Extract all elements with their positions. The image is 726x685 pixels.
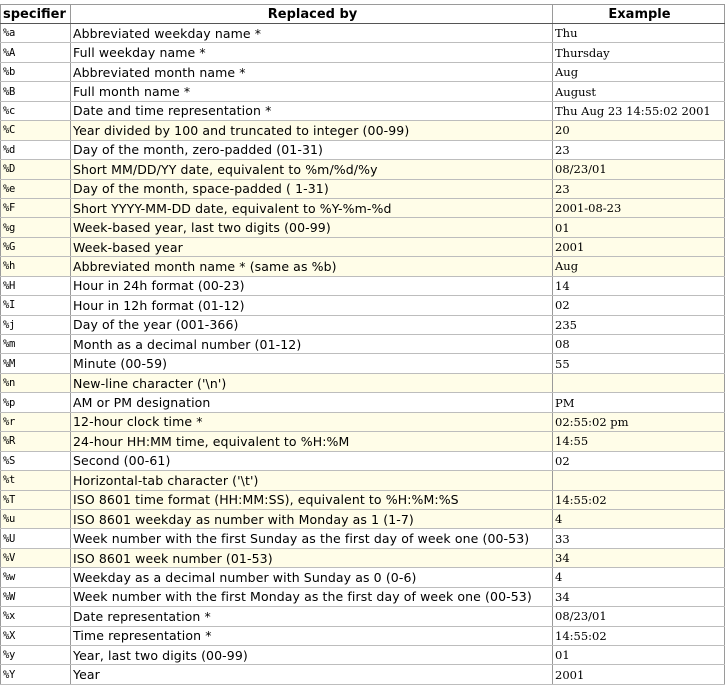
table-row xyxy=(1,646,725,665)
example-cell: 14:55 xyxy=(553,432,725,451)
table-row xyxy=(1,665,725,684)
specifier-cell: %D xyxy=(1,160,71,179)
description-cell: Day of the year (001-366) xyxy=(71,315,553,334)
specifier-cell: %H xyxy=(1,276,71,295)
specifier-cell: %u xyxy=(1,509,71,528)
table-row xyxy=(1,373,725,392)
table-header-row xyxy=(1,5,725,24)
description-cell: AM or PM designation xyxy=(71,393,553,412)
specifier-cell: %h xyxy=(1,257,71,276)
table-row xyxy=(1,354,725,373)
description-cell: Day of the month, zero-padded (01-31) xyxy=(71,140,553,159)
example-cell: 01 xyxy=(553,218,725,237)
table-row xyxy=(1,62,725,81)
table-row xyxy=(1,140,725,159)
table-row xyxy=(1,490,725,509)
table-row xyxy=(1,296,725,315)
table-row xyxy=(1,471,725,490)
description-cell: Hour in 12h format (01-12) xyxy=(71,296,553,315)
description-cell: Minute (00-59) xyxy=(71,354,553,373)
description-cell: New-line character ('\n') xyxy=(71,373,553,392)
specifier-cell: %R xyxy=(1,432,71,451)
description-cell: Abbreviated month name * xyxy=(71,62,553,81)
table-row xyxy=(1,179,725,198)
example-cell: 2001 xyxy=(553,237,725,256)
example-cell: 23 xyxy=(553,140,725,159)
example-cell: PM xyxy=(553,393,725,412)
table-row xyxy=(1,509,725,528)
description-cell: ISO 8601 weekday as number with Monday as 1 (1-7) xyxy=(71,509,553,528)
description-cell: Week-based year, last two digits (00-99) xyxy=(71,218,553,237)
description-cell: Year divided by 100 and truncated to integer (00-99) xyxy=(71,121,553,140)
table-row xyxy=(1,393,725,412)
example-cell: Aug xyxy=(553,257,725,276)
table-row xyxy=(1,82,725,101)
description-cell: Second (00-61) xyxy=(71,451,553,470)
specifier-cell: %Y xyxy=(1,665,71,684)
description-cell: Short YYYY-MM-DD date, equivalent to %Y-%m-%d xyxy=(71,198,553,217)
specifier-cell: %T xyxy=(1,490,71,509)
specifier-cell: %t xyxy=(1,471,71,490)
specifier-cell: %g xyxy=(1,218,71,237)
example-cell: 20 xyxy=(553,121,725,140)
specifier-cell: %x xyxy=(1,607,71,626)
specifier-cell: %y xyxy=(1,646,71,665)
example-cell: 55 xyxy=(553,354,725,373)
header-replaced-by: Replaced by xyxy=(71,5,553,24)
table-row xyxy=(1,43,725,62)
description-cell: Year xyxy=(71,665,553,684)
specifier-cell: %F xyxy=(1,198,71,217)
description-cell: Week number with the first Sunday as the first day of week one (00-53) xyxy=(71,529,553,548)
example-cell: Thu xyxy=(553,24,725,43)
table-row xyxy=(1,257,725,276)
table-row xyxy=(1,568,725,587)
description-cell: ISO 8601 time format (HH:MM:SS), equivalent to %H:%M:%S xyxy=(71,490,553,509)
specifier-cell: %w xyxy=(1,568,71,587)
table-row xyxy=(1,218,725,237)
example-cell: 235 xyxy=(553,315,725,334)
example-cell: 33 xyxy=(553,529,725,548)
specifier-cell: %A xyxy=(1,43,71,62)
table-row xyxy=(1,198,725,217)
table-row xyxy=(1,315,725,334)
description-cell: Year, last two digits (00-99) xyxy=(71,646,553,665)
specifier-cell: %M xyxy=(1,354,71,373)
specifier-cell: %X xyxy=(1,626,71,645)
example-cell: Thu Aug 23 14:55:02 2001 xyxy=(553,101,725,120)
example-cell: 4 xyxy=(553,568,725,587)
specifier-cell: %S xyxy=(1,451,71,470)
description-cell: Date and time representation * xyxy=(71,101,553,120)
example-cell: 08/23/01 xyxy=(553,607,725,626)
table-row xyxy=(1,587,725,606)
description-cell: Hour in 24h format (00-23) xyxy=(71,276,553,295)
example-cell: 14 xyxy=(553,276,725,295)
table-row xyxy=(1,101,725,120)
description-cell: Full weekday name * xyxy=(71,43,553,62)
example-cell: 02 xyxy=(553,296,725,315)
example-cell: 2001-08-23 xyxy=(553,198,725,217)
specifier-cell: %V xyxy=(1,548,71,567)
table-row xyxy=(1,412,725,431)
description-cell: Month as a decimal number (01-12) xyxy=(71,335,553,354)
example-cell xyxy=(553,373,725,392)
example-cell: 23 xyxy=(553,179,725,198)
example-cell xyxy=(553,471,725,490)
description-cell: Short MM/DD/YY date, equivalent to %m/%d/%y xyxy=(71,160,553,179)
table-row xyxy=(1,276,725,295)
specifier-cell: %p xyxy=(1,393,71,412)
specifier-cell: %d xyxy=(1,140,71,159)
specifier-cell: %j xyxy=(1,315,71,334)
example-cell: 02:55:02 pm xyxy=(553,412,725,431)
example-cell: Aug xyxy=(553,62,725,81)
description-cell: Weekday as a decimal number with Sunday as 0 (0-6) xyxy=(71,568,553,587)
header-example: Example xyxy=(553,5,725,24)
description-cell: 24-hour HH:MM time, equivalent to %H:%M xyxy=(71,432,553,451)
description-cell: Abbreviated weekday name * xyxy=(71,24,553,43)
specifier-cell: %I xyxy=(1,296,71,315)
table-row xyxy=(1,160,725,179)
table-row xyxy=(1,529,725,548)
example-cell: 01 xyxy=(553,646,725,665)
description-cell: Day of the month, space-padded ( 1-31) xyxy=(71,179,553,198)
specifier-cell: %C xyxy=(1,121,71,140)
table-row xyxy=(1,335,725,354)
description-cell: Week number with the first Monday as the first day of week one (00-53) xyxy=(71,587,553,606)
specifier-cell: %r xyxy=(1,412,71,431)
example-cell: August xyxy=(553,82,725,101)
example-cell: 08/23/01 xyxy=(553,160,725,179)
specifier-cell: %W xyxy=(1,587,71,606)
example-cell: 34 xyxy=(553,587,725,606)
specifier-cell: %e xyxy=(1,179,71,198)
table-row xyxy=(1,24,725,43)
specifier-cell: %c xyxy=(1,101,71,120)
description-cell: Date representation * xyxy=(71,607,553,626)
header-specifier: specifier xyxy=(1,5,71,24)
example-cell: 14:55:02 xyxy=(553,626,725,645)
specifier-cell: %a xyxy=(1,24,71,43)
example-cell: 14:55:02 xyxy=(553,490,725,509)
specifier-cell: %G xyxy=(1,237,71,256)
description-cell: Week-based year xyxy=(71,237,553,256)
format-specifier-table xyxy=(0,4,725,685)
description-cell: Horizontal-tab character ('\t') xyxy=(71,471,553,490)
example-cell: Thursday xyxy=(553,43,725,62)
table-row xyxy=(1,432,725,451)
specifier-cell: %m xyxy=(1,335,71,354)
description-cell: Full month name * xyxy=(71,82,553,101)
table-row xyxy=(1,451,725,470)
description-cell: 12-hour clock time * xyxy=(71,412,553,431)
table-row xyxy=(1,237,725,256)
example-cell: 4 xyxy=(553,509,725,528)
example-cell: 02 xyxy=(553,451,725,470)
specifier-cell: %b xyxy=(1,62,71,81)
description-cell: Abbreviated month name * (same as %b) xyxy=(71,257,553,276)
table-row xyxy=(1,607,725,626)
specifier-cell: %U xyxy=(1,529,71,548)
specifier-cell: %B xyxy=(1,82,71,101)
table-row xyxy=(1,626,725,645)
description-cell: ISO 8601 week number (01-53) xyxy=(71,548,553,567)
description-cell: Time representation * xyxy=(71,626,553,645)
table-row xyxy=(1,121,725,140)
example-cell: 34 xyxy=(553,548,725,567)
example-cell: 08 xyxy=(553,335,725,354)
example-cell: 2001 xyxy=(553,665,725,684)
specifier-cell: %n xyxy=(1,373,71,392)
table-row xyxy=(1,548,725,567)
